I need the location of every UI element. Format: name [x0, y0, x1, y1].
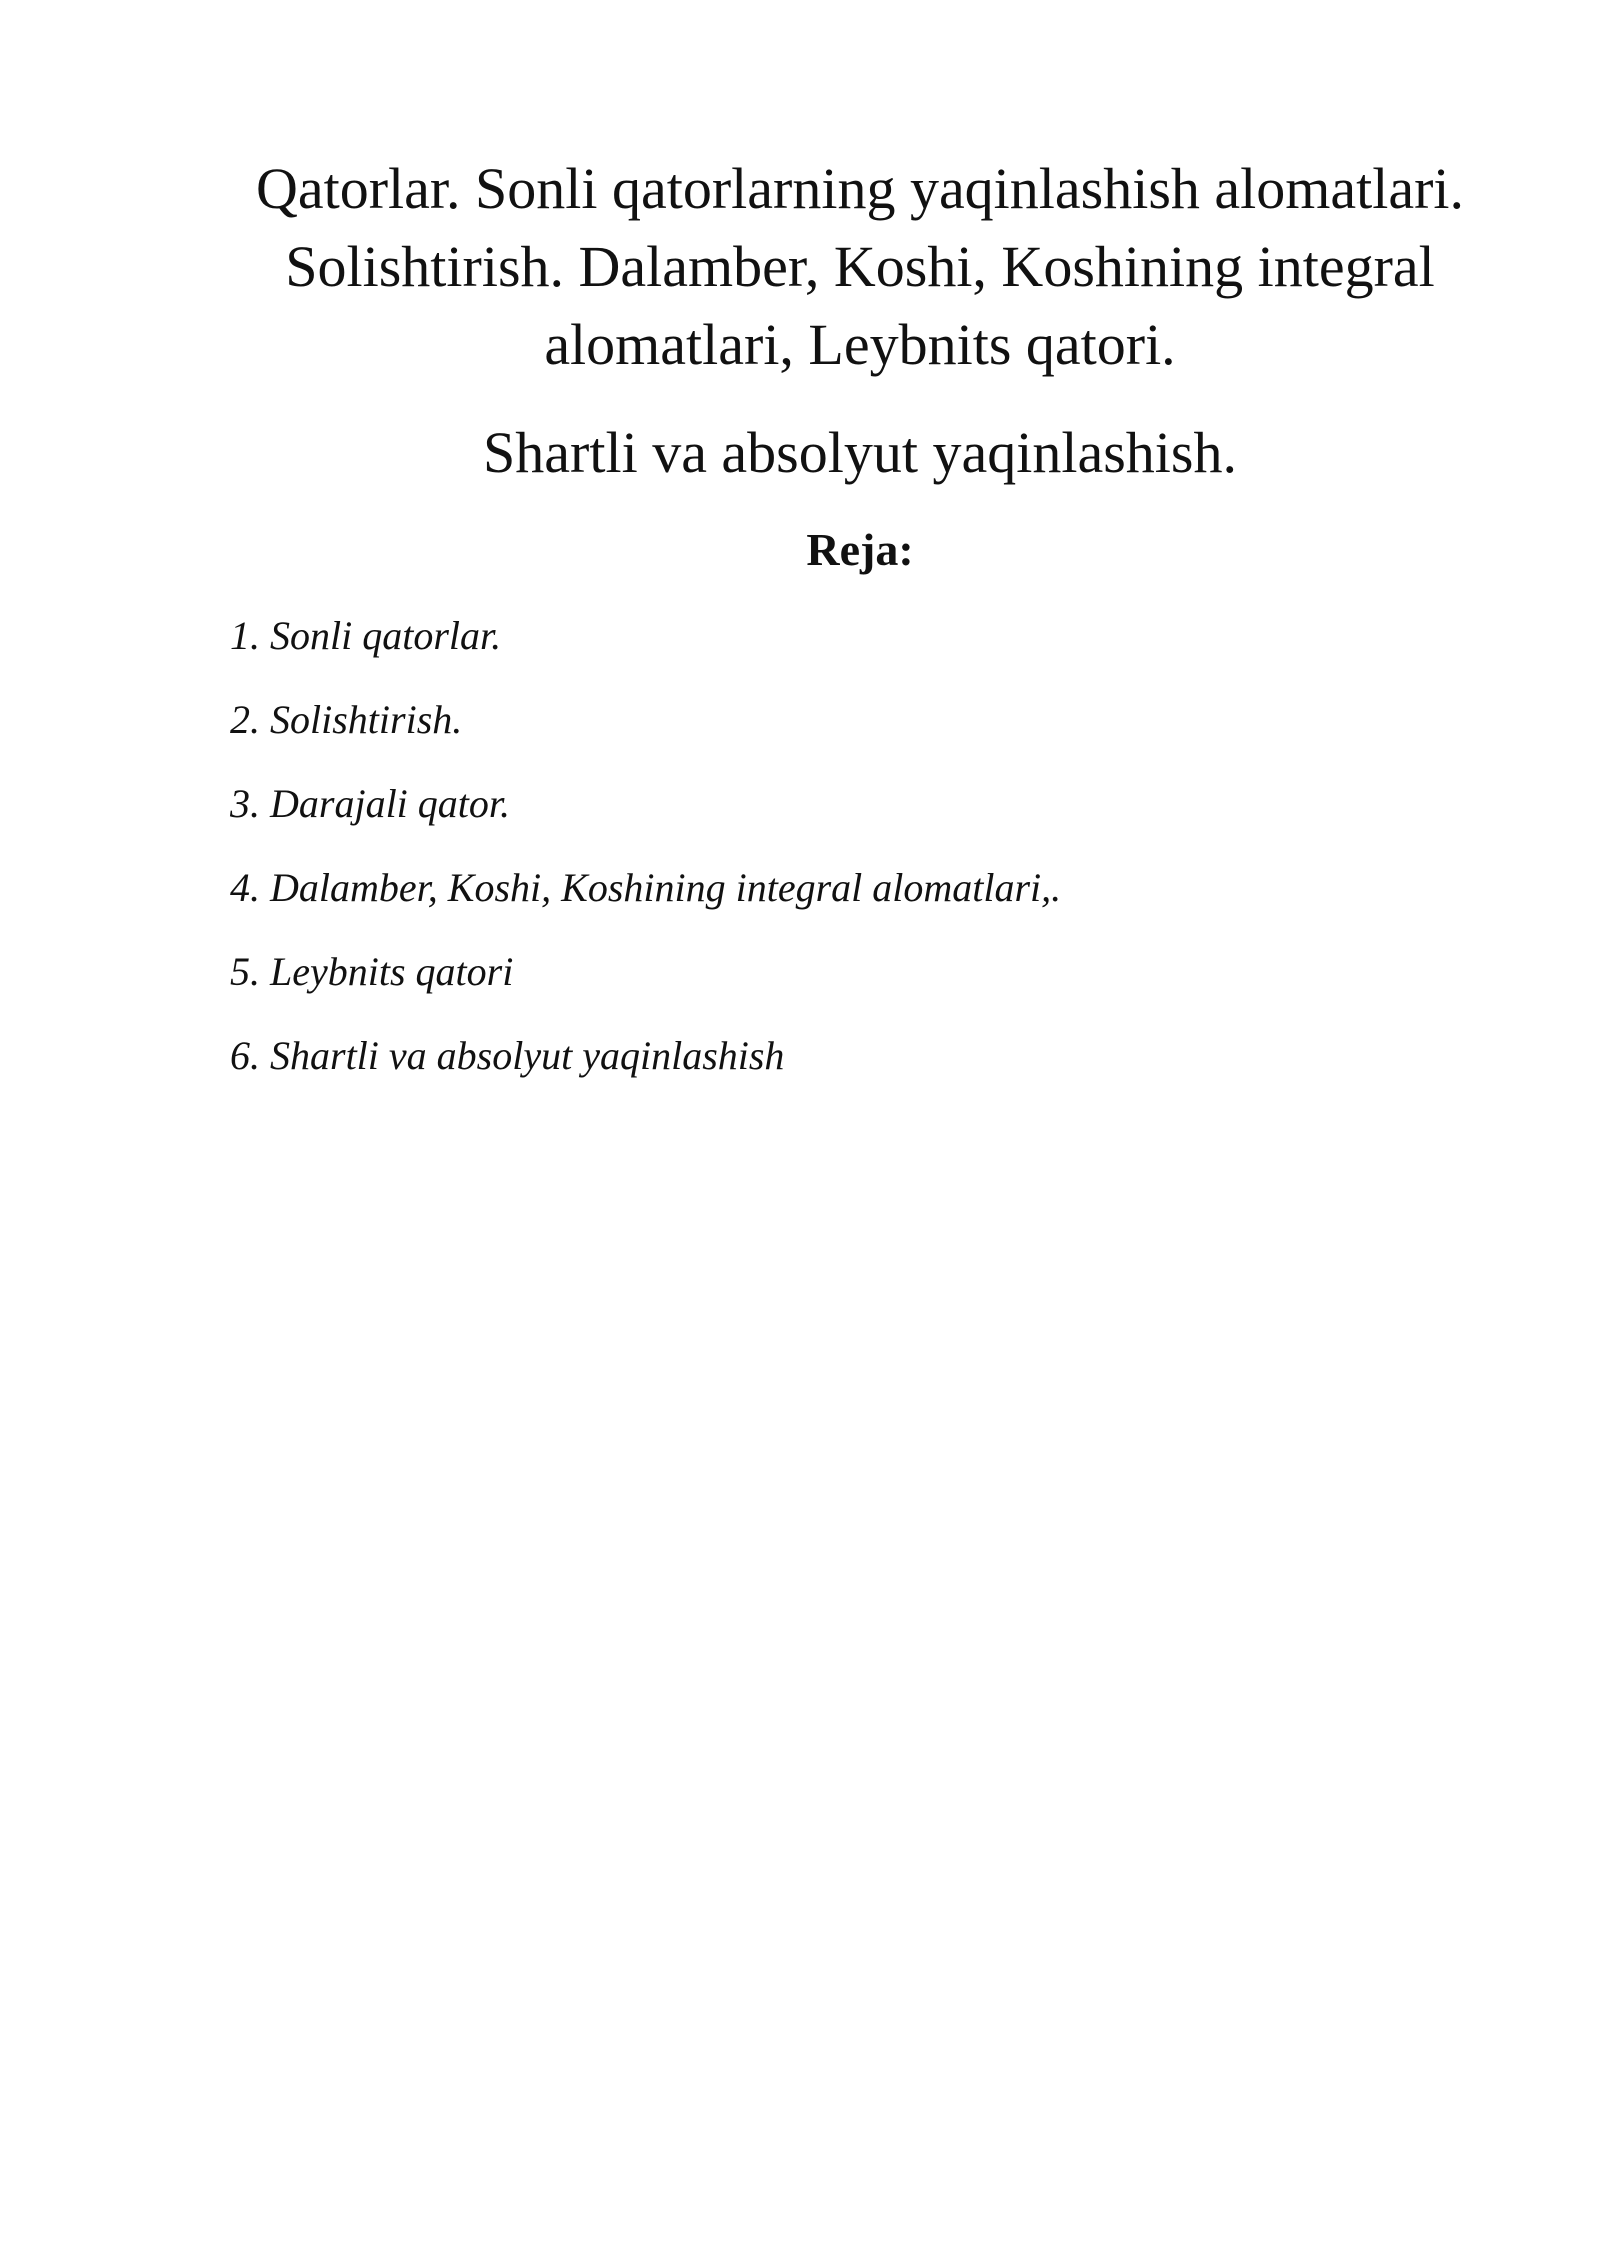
plan-item-6: 6. Shartli va absolyut yaqinlashish — [230, 1033, 785, 1078]
plan-item-1: 1. Sonli qatorlar. — [230, 613, 502, 658]
title-line-3: alomatlari, Leybnits qatori. — [544, 312, 1176, 377]
document-subtitle: Shartli va absolyut yaqinlashish. — [483, 420, 1237, 485]
plan-item-5: 5. Leybnits qatori — [230, 949, 514, 994]
plan-item-3: 3. Darajali qator. — [230, 781, 511, 826]
title-line-1: Qatorlar. Sonli qatorlarning yaqinlashish alomatlari. — [255, 156, 1465, 221]
title-line-2: Solishtirish. Dalamber, Koshi, Koshining integral — [285, 234, 1435, 299]
document-title — [200, 150, 1520, 384]
plan-list — [230, 610, 1061, 1114]
plan-item-4: 4. Dalamber, Koshi, Koshining integral alomatlari,. — [230, 865, 1062, 910]
plan-heading: Reja: — [806, 524, 914, 575]
plan-item-2: 2. Solishtirish. — [230, 697, 463, 742]
